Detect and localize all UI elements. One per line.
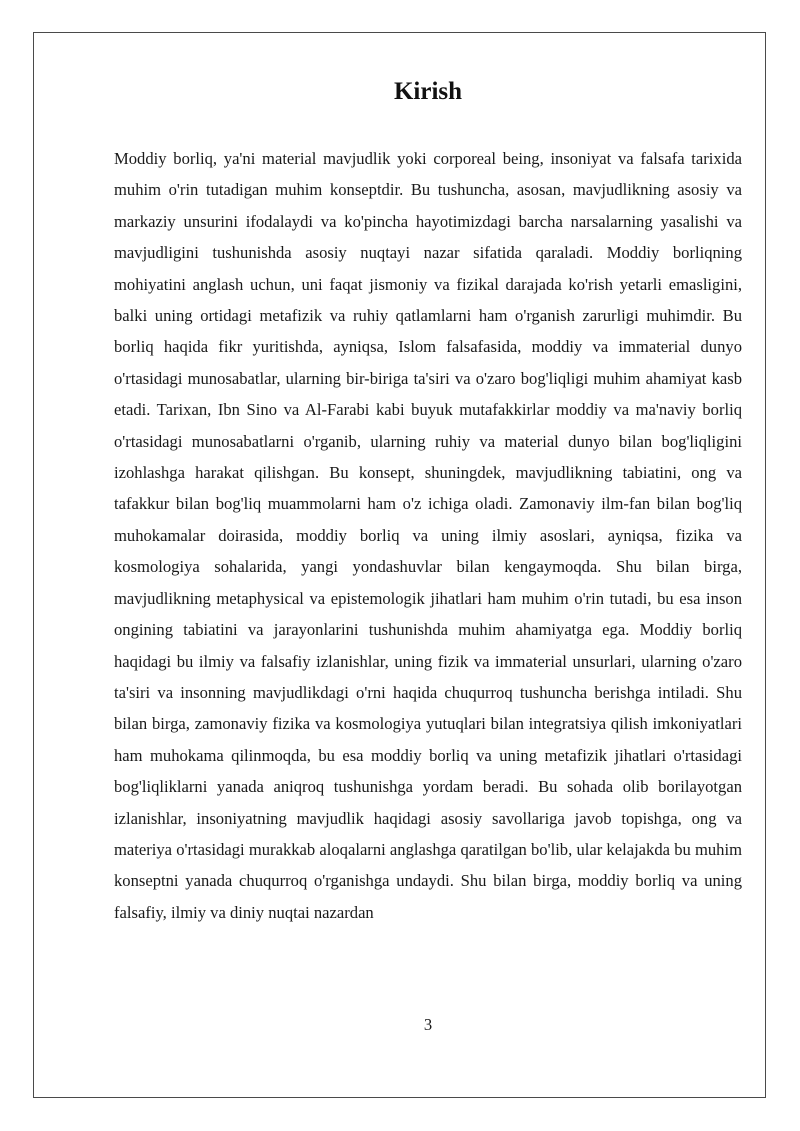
page-title: Kirish: [393, 78, 463, 105]
body-paragraph: Moddiy borliq, ya'ni material mavjudlik yoki corporeal being, insoniyat va falsafa tarixida muhim o'rin tutadigan muhim konseptdir. Bu tushuncha, asosan, mavjudlikning asosiy va markaziy unsurini ifodalaydi va ko'pincha hayotimizdagi barcha narsalarning yasalishi va mavjudligini tushunishda asosiy nuqtayi nazar sifatida qaraladi. Moddiy borliqning mohiyatini anglash uchun, uni faqat jismoniy va fizikal darajada ko'rish yetarli emasligini, balki uning ortidagi metafizik va ruhiy qatlamlarni ham o'rganish zarurligi muhimdir. Bu borliq haqida fikr yuritishda, ayniqsa, Islom falsafasida, moddiy va immaterial dunyo o'rtasidagi munosabatlar, ularning bir-biriga ta'siri va o'zaro bog'liqligi muhim ahamiyat kasb etadi. Tarixan, Ibn Sino va Al-Farabi kabi buyuk mutafakkirlar moddiy va ma'naviy borliq o'rtasidagi munosabatlarni o'rganib, ularning ruhiy va material dunyo bilan bog'liqligini izohlashga harakat qilishgan. Bu konsept, shuningdek, mavjudlikning tabiatini, ong va tafakkur bilan bog'liq muammolarni ham o'z ichiga oladi. Zamonaviy ilm-fan bilan bog'liq muhokamalar doirasida, moddiy borliq va uning ilmiy asoslari, ayniqsa, fizika va kosmologiya sohalarida, yangi yondashuvlar bilan kengaymoqda. Shu bilan birga, mavjudlikning metaphysical va epistemologik jihatlari ham muhim o'rin tutadi, bu esa inson ongining tabiatini va jarayonlarini tushunishda muhim ahamiyatga ega. Moddiy borliq haqidagi bu ilmiy va falsafiy izlanishlar, uning fizik va immaterial unsurlari, ularning o'zaro ta'siri va insonning mavjudlikdagi o'rni haqida chuqurroq tushuncha berishga intiladi. Shu bilan birga, zamonaviy fizika va kosmologiya yutuqlari bilan integratsiya qilish imkoniyatlari ham muhokama qilinmoqda, bu esa moddiy borliq va uning metafizik jihatlari o'rtasidagi bog'liqliklarni yanada aniqroq tushunishga yordam beradi. Bu sohada olib borilayotgan izlanishlar, insoniyatning mavjudlik haqidagi asosiy savollariga javob topishga, ong va materiya o'rtasidagi murakkab aloqalarni anglashga qaratilgan bo'lib, ular kelajakda bu muhim konseptni yanada chuqurroq o'rganishga undaydi. Shu bilan birga, moddiy borliq va uning falsafiy, ilmiy va diniy nuqtai nazardan: [114, 149, 742, 922]
page-number: 3: [423, 1015, 433, 1034]
